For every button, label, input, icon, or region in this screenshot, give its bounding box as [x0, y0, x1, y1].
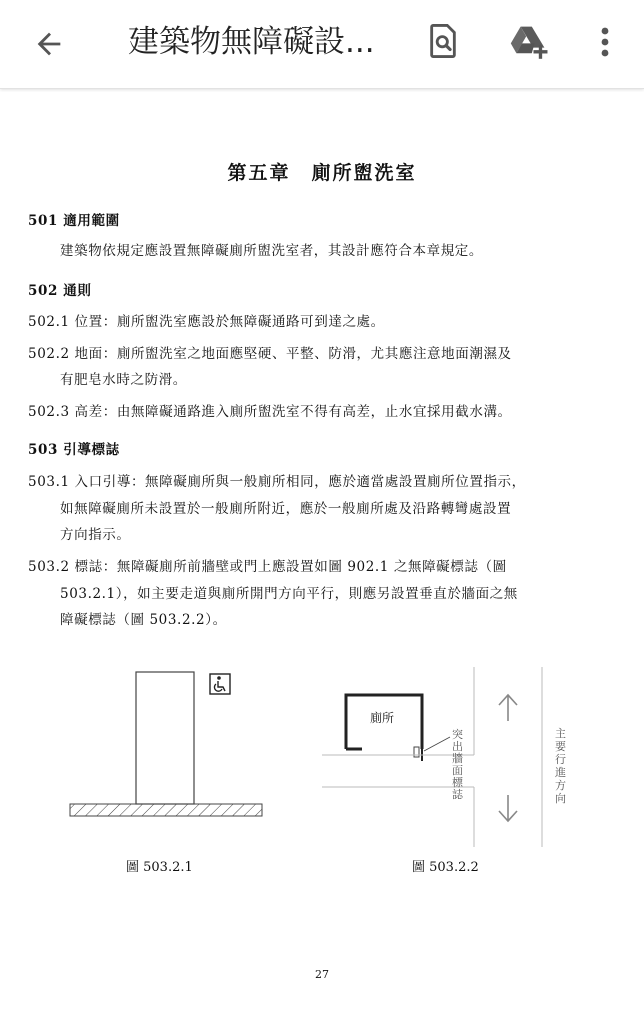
section-503-2-line1: 503.2 標誌：無障礙廁所前牆壁或門上應設置如圖 902.1 之無障礙標誌（圖 [28, 559, 507, 575]
fig2-direction-label: 主要行進方向 [555, 727, 566, 805]
page-number: 27 [315, 968, 329, 981]
top-app-bar [0, 0, 644, 89]
figure-503-2-1 [60, 660, 270, 830]
section-501-heading: 501 適用範圍 [28, 213, 120, 229]
section-503-1-line3: 方向指示。 [60, 527, 131, 543]
section-503-1-line1: 503.1 入口引導：無障礙廁所與一般廁所相同，應於適當處設置廁所位置指示， [28, 474, 526, 490]
figure-503-2-1-caption: 圖 503.2.1 [126, 860, 193, 875]
fig2-sign-label: 突出牆面標誌 [452, 728, 463, 801]
section-503-heading: 503 引導標誌 [28, 442, 120, 458]
section-501-text: 建築物依規定應設置無障礙廁所盥洗室者，其設計應符合本章規定。 [60, 243, 483, 259]
section-502-2-line1: 502.2 地面：廁所盥洗室之地面應堅硬、平整、防滑，尤其應注意地面潮濕及 [28, 346, 512, 362]
pdf-page [0, 92, 644, 1024]
section-503-1-line2: 如無障礙廁所未設置於一般廁所附近，應於一般廁所處及沿路轉彎處設置 [60, 501, 512, 517]
section-502-heading: 502 通則 [28, 283, 92, 299]
add-to-drive-icon[interactable] [504, 20, 554, 64]
section-502-2-line2: 有肥皂水時之防滑。 [60, 372, 187, 388]
document-title: 建築物無障礙設... [128, 24, 375, 60]
more-vert-icon[interactable] [588, 20, 622, 64]
fig2-room-label: 廁所 [370, 711, 395, 725]
section-502-1: 502.1 位置：廁所盥洗室應設於無障礙通路可到達之處。 [28, 314, 385, 330]
section-503-2-line3: 障礙標誌（圖 503.2.2）。 [60, 612, 227, 628]
section-503-2-line2: 503.2.1），如主要走道與廁所開門方向平行，則應另設置垂直於牆面之無 [60, 586, 518, 602]
chapter-title: 第五章 廁所盥洗室 [227, 162, 417, 184]
figure-503-2-2-caption: 圖 503.2.2 [412, 860, 479, 875]
search-in-document-icon[interactable] [420, 18, 466, 64]
arrow-back-icon[interactable] [26, 22, 72, 66]
figure-503-2-2 [322, 667, 582, 857]
section-502-3: 502.3 高差：由無障礙通路進入廁所盥洗室不得有高差，止水宜採用截水溝。 [28, 404, 512, 420]
